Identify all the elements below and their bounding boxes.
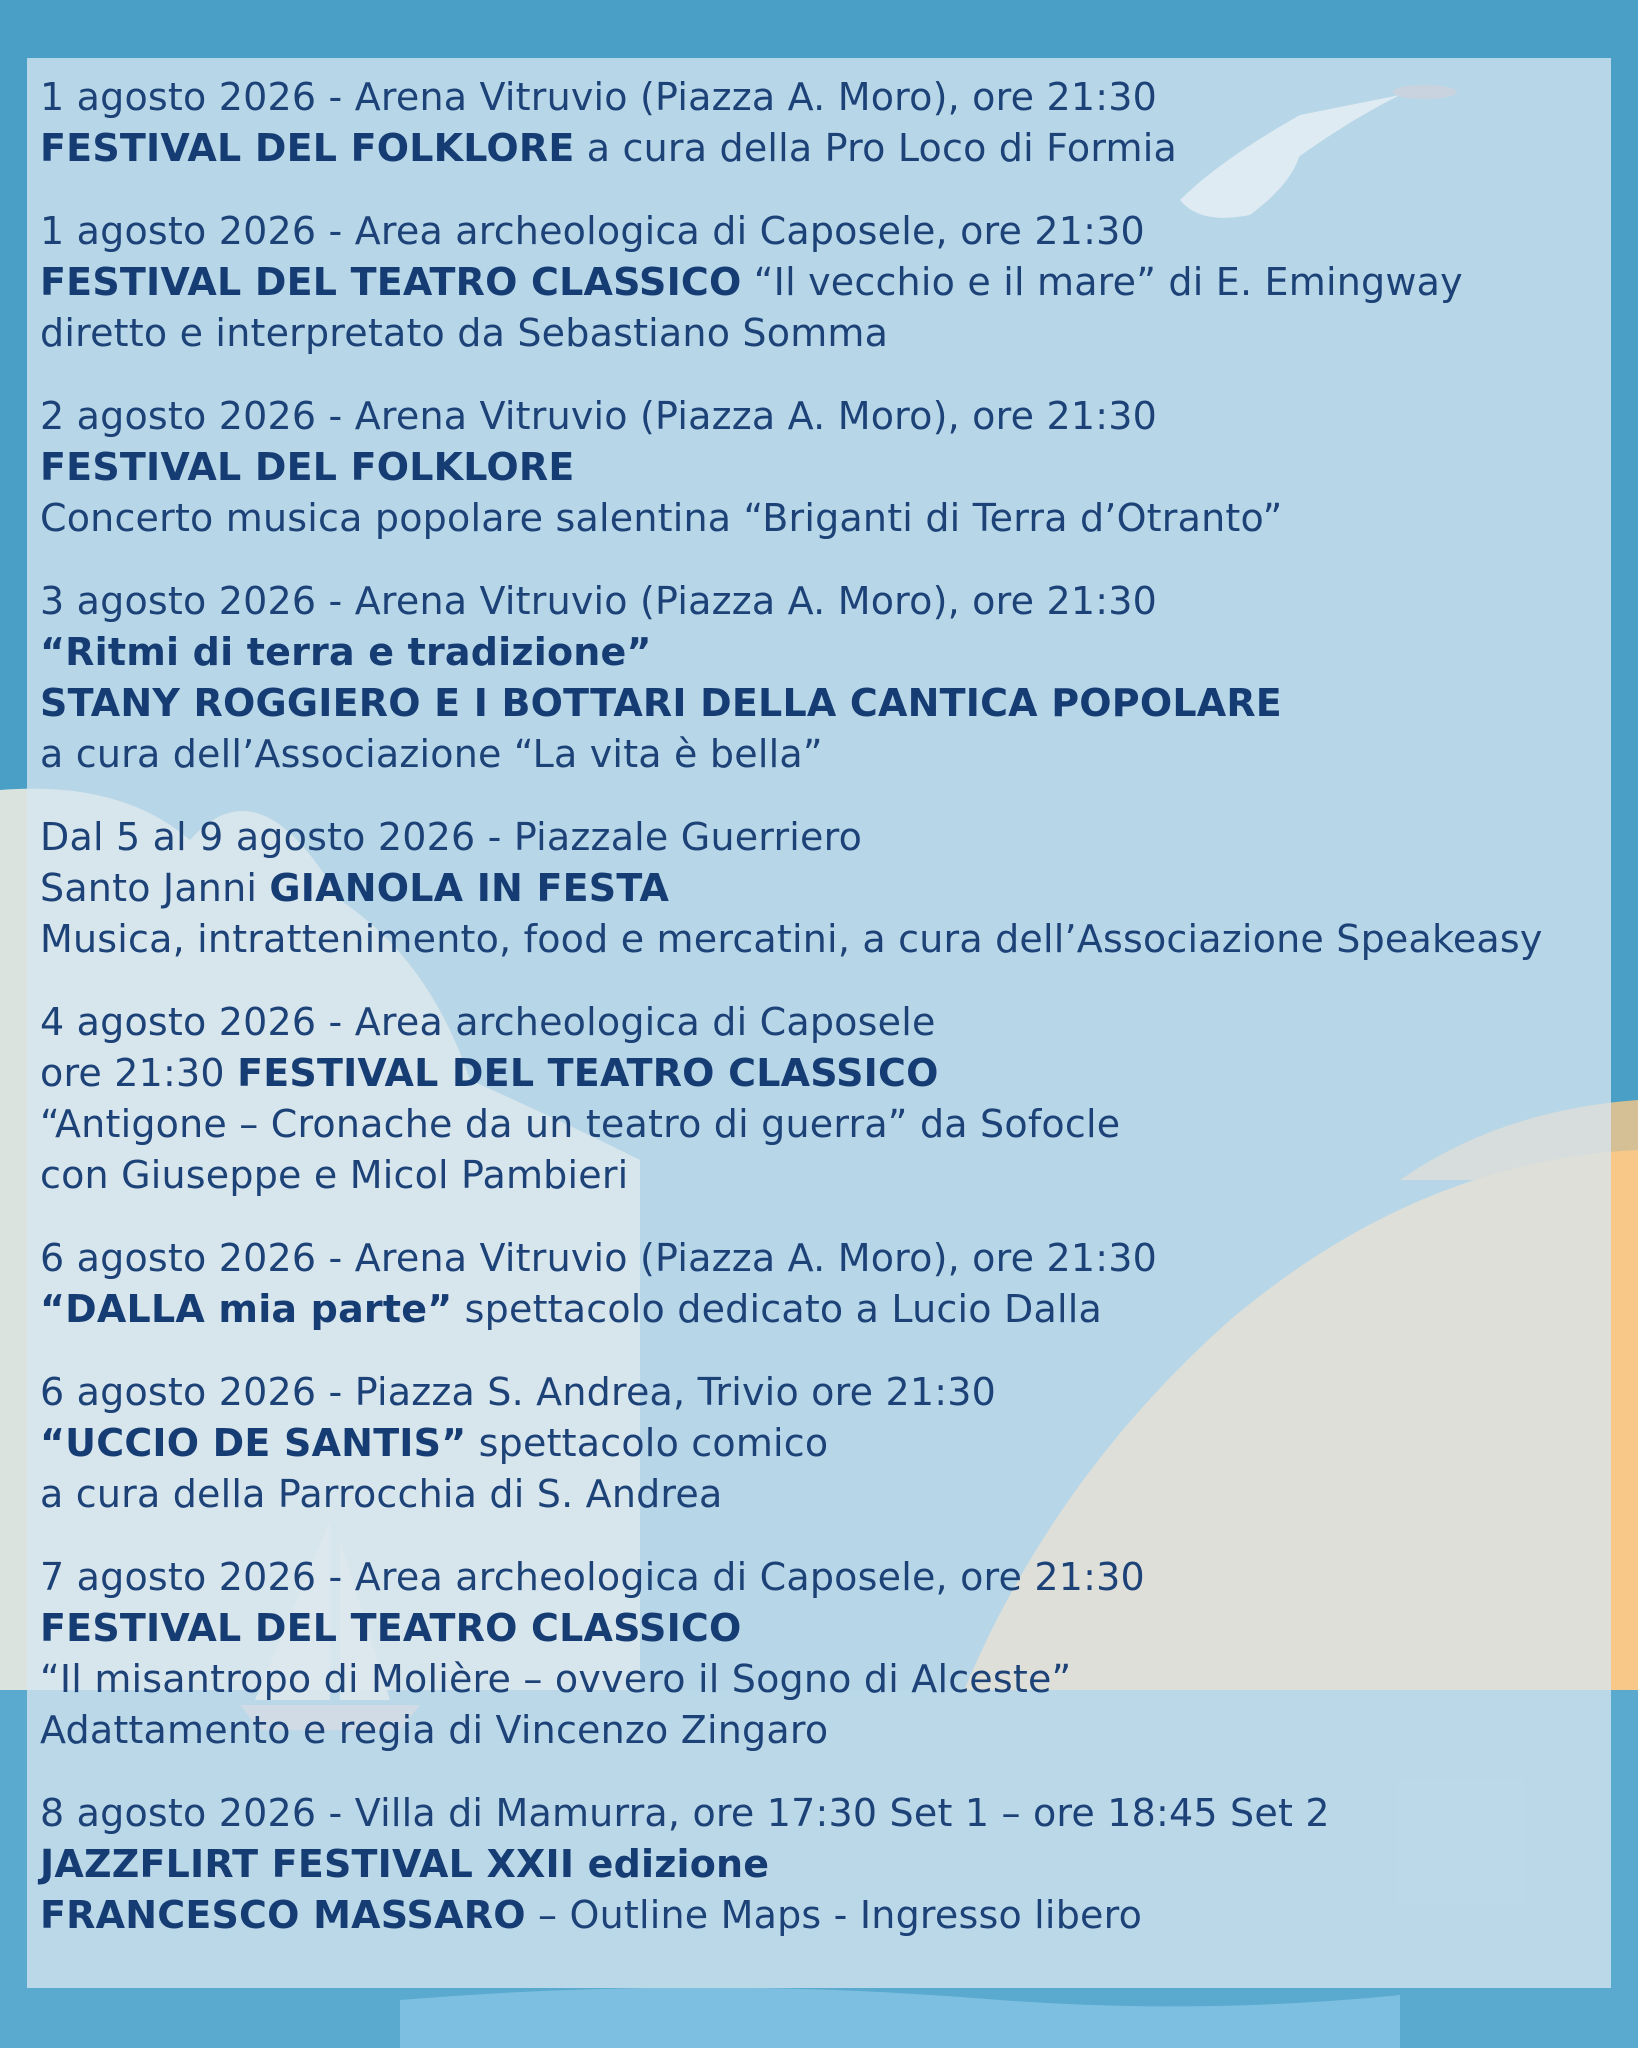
event-detail: “Il misantropo di Molière – ovvero il Sogno di Alceste” [40, 1657, 1072, 1701]
event-date-location: 1 agosto 2026 - Arena Vitruvio (Piazza A. Moro), ore 21:30 [40, 75, 1157, 119]
event-title: JAZZFLIRT FESTIVAL XXII edizione [40, 1842, 770, 1886]
event-detail: “Il vecchio e il mare” di E. Emingway [741, 260, 1463, 304]
event-date-location: 1 agosto 2026 - Area archeologica di Caposele, ore 21:30 [40, 209, 1145, 253]
event-item [40, 1367, 1610, 1520]
event-time: ore 21:30 [40, 1051, 238, 1095]
event-title: FESTIVAL DEL TEATRO CLASSICO [40, 260, 742, 304]
event-date-location: 6 agosto 2026 - Piazza S. Andrea, Trivio ore 21:30 [40, 1370, 996, 1414]
event-detail: spettacolo dedicato a Lucio Dalla [452, 1287, 1102, 1331]
event-date-location: 3 agosto 2026 - Arena Vitruvio (Piazza A. Moro), ore 21:30 [40, 579, 1157, 623]
event-item [40, 812, 1610, 965]
event-title: GIANOLA IN FESTA [269, 866, 670, 910]
event-detail: a cura dell’Associazione “La vita è bella” [40, 732, 823, 776]
event-subtitle: “Ritmi di terra e tradizione” [40, 630, 652, 674]
event-title: FESTIVAL DEL TEATRO CLASSICO [237, 1051, 939, 1095]
event-detail: diretto e interpretato da Sebastiano Somma [40, 311, 889, 355]
event-title-line [40, 1418, 1610, 1469]
event-date-location: 8 agosto 2026 - Villa di Mamurra, ore 17:30 Set 1 – ore 18:45 Set 2 [40, 1791, 1330, 1835]
event-date-location: 4 agosto 2026 - Area archeologica di Caposele [40, 1000, 936, 1044]
event-item [40, 72, 1610, 174]
event-item [40, 576, 1610, 780]
event-item [40, 1552, 1610, 1756]
event-detail: – Outline Maps - Ingresso libero [525, 1893, 1143, 1937]
event-title: FESTIVAL DEL FOLKLORE [40, 126, 575, 170]
event-detail: spettacolo comico [466, 1421, 829, 1465]
event-item [40, 391, 1610, 544]
event-detail: Adattamento e regia di Vincenzo Zingaro [40, 1708, 829, 1752]
event-title-line [40, 257, 1610, 308]
event-title-line [40, 123, 1610, 174]
event-title: “UCCIO DE SANTIS” [40, 1421, 467, 1465]
event-title: “DALLA mia parte” [40, 1287, 453, 1331]
event-detail: Concerto musica popolare salentina “Briganti di Terra d’Otranto” [40, 496, 1283, 540]
event-detail: a cura della Parrocchia di S. Andrea [40, 1472, 723, 1516]
event-date-location: 6 agosto 2026 - Arena Vitruvio (Piazza A. Moro), ore 21:30 [40, 1236, 1157, 1280]
event-item [40, 1788, 1610, 1941]
event-item [40, 206, 1610, 359]
event-item [40, 997, 1610, 1201]
event-title: FESTIVAL DEL TEATRO CLASSICO [40, 1606, 742, 1650]
event-schedule [40, 72, 1610, 1973]
event-detail: “Antigone – Cronache da un teatro di guerra” da Sofocle [40, 1102, 1121, 1146]
event-detail: a cura della Pro Loco di Formia [574, 126, 1177, 170]
event-title: FESTIVAL DEL FOLKLORE [40, 445, 575, 489]
event-detail: con Giuseppe e Micol Pambieri [40, 1153, 629, 1197]
event-title-line [40, 1890, 1610, 1941]
event-performer: FRANCESCO MASSARO [40, 1893, 526, 1937]
event-title-line [40, 863, 1610, 914]
event-item [40, 1233, 1610, 1335]
event-title-line [40, 1048, 1610, 1099]
event-title-line [40, 1284, 1610, 1335]
event-detail: Musica, intrattenimento, food e mercatini, a cura dell’Associazione Speakeasy [40, 917, 1543, 961]
event-date-location: 2 agosto 2026 - Arena Vitruvio (Piazza A. Moro), ore 21:30 [40, 394, 1157, 438]
event-date-location: Dal 5 al 9 agosto 2026 - Piazzale Guerriero [40, 815, 863, 859]
event-title: STANY ROGGIERO E I BOTTARI DELLA CANTICA POPOLARE [40, 681, 1282, 725]
event-date-location: 7 agosto 2026 - Area archeologica di Caposele, ore 21:30 [40, 1555, 1145, 1599]
event-location-prefix: Santo Janni [40, 866, 270, 910]
